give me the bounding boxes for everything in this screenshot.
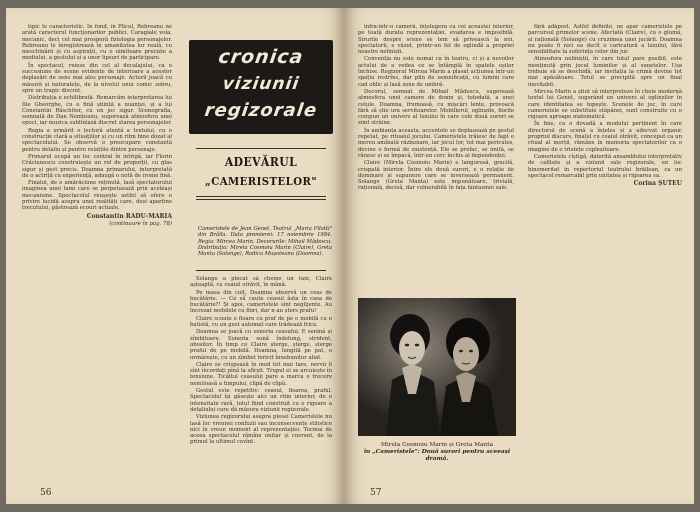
paragraph: Pe masa din colț, Doamna observă un ceas de bucătărie. — Ce să caute ceasul ăsta în casa de bucătărie?! Și apoi, cameristele sînt neglijente. Au încrezat mobilele cu flori, dar n-au șters prafu! [190, 289, 332, 315]
paragraph: Decorul, semnat de Mihail Mădescu, sugerează atmosfera unei camere de domn și, totodată, a unei celule. Doamna, frumoasă, cu mișcări lente, provoacă fără să știe ura servitoarelor. Mobilierul, oglinzile, florile compun un univers al luxului în care cele două surori se simt străine. [358, 88, 514, 127]
author-signature: Corina ȘUTEU [633, 180, 682, 188]
article-headline-line1: ADEVĂRUL [224, 155, 298, 169]
paragraph: Regia a urmărit o lectură atentă a textului, cu o construcție clară a situațiilor și cu un ritm bine dozat al spectacolului. Se observă o preocupare constantă pentru detaliu și pentru relațiile dintre personaje. [22, 127, 172, 153]
production-credits: Cameristele de Jean Genet. Teatrul „Maria Filotti" din Brăila. Data premierei: 17 noiembrie 1984. Regia: Mircea Marin. Decorurile: Mihail Mădescu. Distribuția: Mirela Cosmoiu Marin (Claire), Greta Manta (Solange), Rodica Mușoteanu (Doamna). [198, 226, 332, 258]
paragraph: Convenția nu este numai ca în teatru, ci și a nevoilor actului de a vedea ce se întâmplă în spatele ușilor închise. Regizorul Mircea Marin a plasat acțiunea într-un spațiu restrîns, dar plin de semnificații, cu lumini care cad oblic și lasă zone de umbră. [358, 56, 514, 88]
page-number: 56 [40, 488, 52, 498]
paragraph: Cameristele cîștigă, datorită ansamblului interpretativ de calitate și a viziunii sale regizorale, un loc binemeritat în repertoriul teatrului brăilean, ca un spectacol remarcabil prin unitatea și rigoarea sa. [528, 153, 682, 179]
continuation-note: (continuare în pag. 78) [109, 220, 172, 227]
banner-line-regizorale: regizorale [203, 100, 319, 121]
paragraph: infra-intr-o cameră, înțelegera cu cei aceastei interior, pe toată durata reprezentației, evadarea e imposibilă. Sirurile despre scene se tem să privească la noi, spectatorii, e văzut, printr-un fel de oglindă a propriei noastre neliniști. [358, 24, 514, 56]
divider [196, 148, 326, 149]
author-signature: Constantin RADU-MARIA [86, 212, 172, 220]
paragraph: Gestul este repetitiv: ceasul, floarea, praful. Spectacolul își găsește aici un ritm interior, de o intensitate rară, totul fiind construit cu o rigoare a detaliului care dă măsura viziunii regizorale. [190, 388, 332, 413]
photo-caption [358, 442, 516, 463]
left-page [6, 8, 344, 504]
paragraph: Doamna se joacă cu soneria ceasului. E senină și zîmbitoare. Soneria sună îndelung, strident, obositor. În timp ce Claire șterge, șterge, șterge praful de pe mobilă. Doamna, lungită pe pat, o urmărește, cu un zîmbet fericit înnebunitor aliat. [190, 329, 332, 361]
paragraph: În ambianța aceasta, accentele se deplasează pe gestul repetat, pe ritualul jocului. Cameristele trăiesc de fapt o mereu amînată răzbunare, iar jocul lor, tot mai periculos, devine o formă de existență. Ele se prefac, se imită, se rănesc și se împacă, într-un cerc închis al dependenței. [358, 127, 514, 159]
paragraph: Claire se crispează în mod tot mai tare, nervii îi sînt încordați pînă la sfîrșit. Trupul ei se arcuiește în tensiune. Ticăitul ceasului pare a marca o trecere nemiloasă a timpului, clipă de clipă. [190, 361, 332, 387]
paragraph: Claire (Mirela Cosmoiu Marin) e langurosă, gracilă, crispată interior. Între ele două surori, e o relație de dominare și supunere care se inversează permanent. Solange (Greta Manta) este impunătoare, trivială, rațională, decisă, dar vulnerabilă în fața fantasmei sale. [358, 160, 514, 192]
paragraph: Claire scoate o floare cu praf de pe o mobilă cu o batistă, cu un gest automat care trădează frica. [190, 315, 332, 329]
paragraph: Solange a plecat să cheme un taxi, Claire așteaptă, cu ceaiul otrăvit, în mână. [190, 276, 332, 289]
divider [196, 199, 326, 200]
actresses-photo-image [358, 298, 516, 436]
paragraph: fără adăpost. Astfel definite, ne apar cameristele pe parcursul primelor scene. Afectată (Claire), cu o glumă, și rațională (Solange) cu cruzimea unei jucării. Doamna nu poate fi nici ea decît o caricatură a luxului, fără sensibilitate la suferința celor din jur. [528, 24, 682, 56]
photo-caption-line1: Mirela Cosmoiu Marin și Greta Manta [380, 442, 494, 448]
photo-caption-line2: în „Cameristele": Două surori pentru aceeași dramă. [363, 449, 511, 462]
paragraph: Atmosfera neliniștii, în care totul pare posibil, este menținută prin jocul luminilor și al sunetelor. Ușa trebuie să se deschidă, iar invitația la crimă devine tot mai apăsătoare. Totul se precipită spre un final inevitabil. [528, 56, 682, 88]
left-column-1 [22, 24, 172, 494]
paragraph: Distribuția e echilibrată. Remarcăm interpretarea lui Ilie Gheorghe, cu o fină știință a nuanței, și a lui Constantin Răschitor, cu un joc sigur. Scenografia, semnată de Dan Nemțeanu, sugerează atmosfera unei epoci, iar muzica subliniază discret starea personajelor. [22, 95, 172, 127]
right-column-2 [528, 24, 682, 494]
paragraph: Primarul ocupă un loc central în intrigă, iar Florin Crăciunescu construiește un rol de proporții, cu glas sigur și gest precis. Doamna primarului, interpretată de o actriță cu experiență, adaugă o notă de ironie fină. [22, 153, 172, 179]
right-column-1 [358, 24, 514, 292]
paragraph: Mircea Marin a știut să interpreteze în cheie modernă textul lui Genet, sugerând un univers al oglinzilor în care identitatea se topește. Scenele de joc, în care cameristele se substituie stăpânei, sunt construite cu o rigoare aproape matematică. [528, 88, 682, 121]
section-banner [189, 40, 333, 134]
banner-line-cronica: cronica [217, 46, 305, 68]
divider [196, 196, 326, 197]
paragraph: În fine, ca o dovadă a modului pertinent în care directorul de scenă a înțeles și a adecvat organic propriul discurs, finalul cu ceaiul otrăvit, conceput ca un ritual al morții, rămâne în memoria spectatorilor ca o imagine de o tristețe copleșitoare. [528, 121, 682, 153]
left-column-2 [190, 276, 332, 494]
paragraph: Viziunea regizorului asupra piesei Cameristele nu lasă loc vreunei confuzii sau inconsecvențe stilistice nici în vreun moment al reprezentației. Tocmai de aceea spectacolul rămîne unitar și coerent, de la primul la ultimul cuvînt. [190, 414, 332, 446]
banner-line-viziunii: viziunii [221, 74, 301, 94]
paragraph: Finalul, de o amărăciune reținută, lasă spectatorului imaginea unei lumi care se perpetuează prin aceleași mecanisme. Spectacolul reușește astfel să ofere o privire lucidă asupra unei realități care, deși aparține trecutului, păstrează ecouri actuale. [22, 180, 172, 212]
production-photo [358, 298, 516, 436]
right-page [344, 8, 694, 504]
page-number: 57 [370, 488, 382, 498]
divider [196, 270, 326, 271]
paragraph: tipic le caracteristic. In fond, în Plicul, Rebreanu ne arată caracterul funcționarilor publici. Caragiale voia, mecanic, deci cel mai prosperă fiziologia personajelor. Rebreanu le înregistrează în umanitatea lor reală, cu meschinării și cu aspirații, cu o uimitoare precizie a mediului, a gestului și a unor lipsuri de participare. [22, 24, 172, 62]
article-headline-line2: „CAMERISTELOR" [204, 174, 318, 188]
paragraph: În spectacol, reiese din cel al decalajului, ca o succesiune de scene evidente de interioare a acestor deplasări de sens mai ales personaje. Actorii joacă cu măsură și naturalețe, de la nivelul unui comic sobru, spre un tragic discret. [22, 62, 172, 94]
